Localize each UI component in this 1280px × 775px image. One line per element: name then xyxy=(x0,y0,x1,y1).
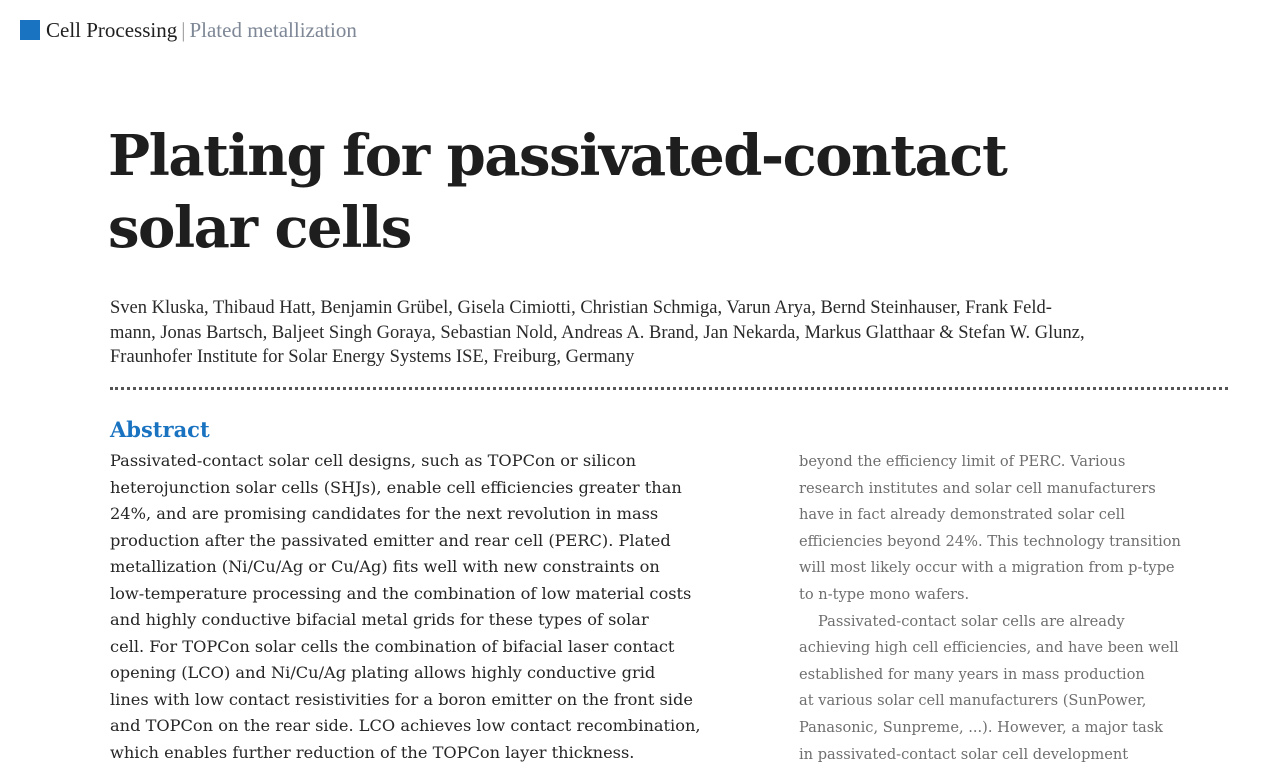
author-affiliation: Fraunhofer Institute for Solar Energy Systems ISE, Freiburg, Germany xyxy=(110,347,635,367)
abstract-line: and TOPCon on the rear side. LCO achieves low contact recombination, xyxy=(110,716,701,735)
body-column-right xyxy=(799,449,1239,768)
author-list xyxy=(110,296,1240,370)
abstract-line: lines with low contact resistivities for a boron emitter on the front side xyxy=(110,689,693,709)
body-line: at various solar cell manufacturers (SunPower, xyxy=(799,692,1147,710)
abstract-line: and highly conductive bifacial metal grids for these types of solar xyxy=(110,610,649,629)
abstract-line: heterojunction solar cells (SHJs), enable cell efficiencies greater than xyxy=(110,477,682,497)
abstract-line: Passivated-contact solar cell designs, such as TOPCon or silicon xyxy=(110,451,636,470)
abstract-line: cell. For TOPCon solar cells the combination of bifacial laser contact xyxy=(110,636,675,656)
author-line: mann, Jonas Bartsch, Baljeet Singh Goraya, Sebastian Nold, Andreas A. Brand, Jan Nekarda, Markus Glatthaar & Stefan W. Glunz, xyxy=(110,322,1085,343)
abstract-line: production after the passivated emitter and rear cell (PERC). Plated xyxy=(110,530,671,550)
body-line: to n-type mono wafers. xyxy=(799,585,970,603)
section-breadcrumb xyxy=(46,18,357,42)
section-separator: | xyxy=(181,18,186,42)
abstract-line: low-temperature processing and the combination of low material costs xyxy=(110,583,692,603)
article-title xyxy=(108,120,1108,264)
abstract-heading: Abstract xyxy=(110,417,210,442)
body-line: Passivated-contact solar cells are already xyxy=(818,612,1125,630)
title-line: solar cells xyxy=(108,195,411,261)
abstract-line: which enables further reduction of the TOPCon layer thickness. xyxy=(110,742,635,762)
section-marker-icon xyxy=(20,20,40,40)
body-line: beyond the efficiency limit of PERC. Various xyxy=(799,453,1126,470)
subsection-name: Plated metallization xyxy=(189,18,357,42)
title-line: Plating for passivated-contact xyxy=(108,123,1007,189)
section-name: Cell Processing xyxy=(46,18,178,42)
abstract-line: 24%, and are promising candidates for the next revolution in mass xyxy=(110,504,659,523)
body-line: will most likely occur with a migration from p-type xyxy=(799,559,1175,577)
body-line: research institutes and solar cell manufacturers xyxy=(799,479,1156,497)
author-line: Sven Kluska, Thibaud Hatt, Benjamin Grübel, Gisela Cimiotti, Christian Schmiga, Varun Arya, Bernd Steinhauser, Frank Feld- xyxy=(110,298,1052,318)
section-header xyxy=(20,18,357,42)
body-line: achieving high cell efficiencies, and have been well xyxy=(799,639,1179,657)
body-line: Panasonic, Sunpreme, ...). However, a major task xyxy=(799,718,1164,736)
dotted-divider xyxy=(110,387,1228,390)
abstract-line: opening (LCO) and Ni/Cu/Ag plating allows highly conductive grid xyxy=(110,663,656,682)
abstract-text xyxy=(110,448,775,766)
abstract-line: metallization (Ni/Cu/Ag or Cu/Ag) fits well with new constraints on xyxy=(110,557,660,576)
body-line: in passivated-contact solar cell development xyxy=(799,745,1129,763)
body-line: established for many years in mass production xyxy=(799,665,1145,683)
body-line: efficiencies beyond 24%. This technology transition xyxy=(799,532,1181,550)
body-line: have in fact already demonstrated solar cell xyxy=(799,506,1125,524)
